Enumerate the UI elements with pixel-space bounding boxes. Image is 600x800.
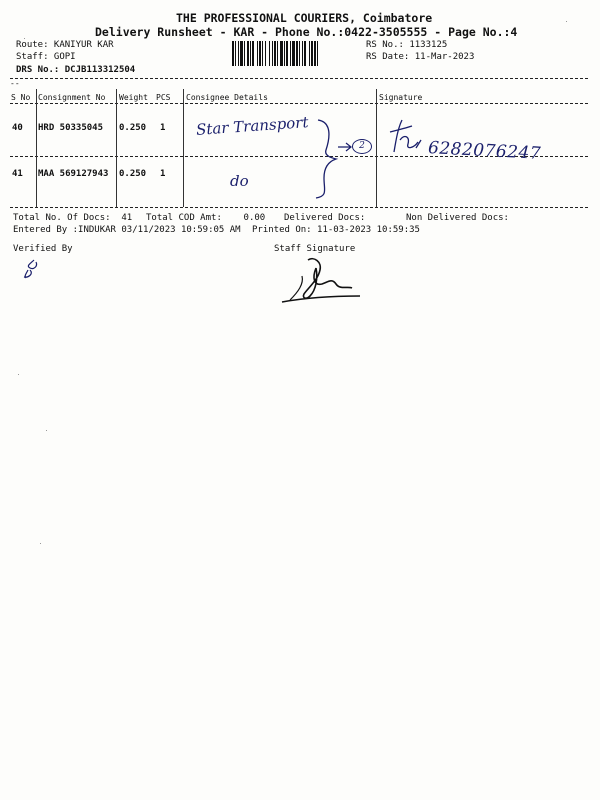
col-header-consignment: Consignment No bbox=[38, 93, 106, 102]
col-sep-1 bbox=[36, 89, 37, 207]
staff-signature bbox=[278, 254, 364, 306]
total-cod: Total COD Amt: 0.00 bbox=[146, 213, 266, 223]
circled-mark: 2 bbox=[352, 139, 372, 154]
rs-number: RS No.: 1133125 bbox=[366, 40, 448, 50]
barcode-bar bbox=[250, 41, 251, 66]
header-bottom-rule bbox=[10, 103, 588, 104]
col-header-sno: S No bbox=[11, 93, 31, 102]
total-docs: Total No. Of Docs: 41 bbox=[13, 213, 133, 223]
scan-speck bbox=[18, 374, 19, 375]
verified-signature bbox=[20, 258, 48, 280]
handwritten-signature-40 bbox=[388, 118, 424, 156]
barcode-bar bbox=[309, 41, 310, 66]
table-row-41-pcs: 1 bbox=[160, 169, 166, 179]
barcode-bar bbox=[284, 41, 285, 66]
printed-on: Printed On: 11-03-2023 10:59:35 bbox=[252, 225, 420, 235]
scan-speck bbox=[24, 38, 25, 39]
barcode-bar bbox=[296, 41, 298, 66]
delivered-docs: Delivered Docs: bbox=[284, 213, 366, 223]
drs-number: DRS No.: DCJB113312504 bbox=[16, 65, 136, 75]
barcode-bar bbox=[257, 41, 258, 66]
barcode-bar bbox=[290, 41, 291, 66]
handwritten-brace bbox=[312, 118, 352, 200]
handwritten-consignee-40: Star Transport bbox=[195, 113, 309, 139]
rule-fragment: -- bbox=[10, 79, 20, 88]
barcode-bar bbox=[272, 41, 273, 66]
barcode-bar bbox=[292, 41, 295, 66]
barcode-bar bbox=[240, 41, 243, 66]
barcode-bar bbox=[259, 41, 261, 66]
col-sep-2 bbox=[116, 89, 117, 207]
scan-speck bbox=[566, 21, 567, 22]
non-delivered-docs: Non Delivered Docs: bbox=[406, 213, 509, 223]
verified-by-label: Verified By bbox=[13, 244, 73, 254]
barcode-bar bbox=[280, 41, 283, 66]
handwritten-phone-number: 6282076247 bbox=[427, 138, 542, 164]
barcode-bar bbox=[238, 41, 239, 66]
entered-by: Entered By :INDUKAR 03/11/2023 10:59:05 AM bbox=[13, 225, 241, 235]
barcode-bar bbox=[299, 41, 300, 66]
col-header-signature: Signature bbox=[379, 93, 423, 102]
barcode-bar bbox=[317, 41, 318, 66]
barcode-bar bbox=[302, 41, 303, 66]
table-row-41-weight: 0.250 bbox=[119, 169, 147, 179]
scan-speck bbox=[40, 543, 41, 544]
barcode-bar bbox=[244, 41, 245, 66]
barcode-bar bbox=[235, 41, 236, 66]
table-row-40-pcs: 1 bbox=[160, 123, 166, 133]
barcode-bar bbox=[252, 41, 254, 66]
barcode-bar bbox=[265, 41, 266, 66]
scan-speck bbox=[46, 430, 47, 431]
staff-signature-label: Staff Signature bbox=[274, 244, 356, 254]
table-row-40-weight: 0.250 bbox=[119, 123, 147, 133]
barcode-bar bbox=[314, 41, 316, 66]
col-header-weight: Weight bbox=[119, 93, 148, 102]
runsheet-subtitle: Delivery Runsheet - KAR - Phone No.:0422-3505555 - Page No.:4 bbox=[95, 25, 518, 39]
row-41-bottom-rule bbox=[10, 207, 588, 208]
barcode-bar bbox=[232, 41, 234, 66]
col-header-consignee: Consignee Details bbox=[186, 93, 268, 102]
table-row-41-consignment: MAA 569127943 bbox=[38, 169, 109, 179]
barcode-bar bbox=[277, 41, 278, 66]
barcode-bar bbox=[262, 41, 263, 66]
barcode-bar bbox=[286, 41, 288, 66]
rs-date: RS Date: 11-Mar-2023 bbox=[366, 52, 475, 62]
handwritten-consignee-41: do bbox=[230, 172, 249, 190]
staff-label: Staff: GOPI bbox=[16, 52, 76, 62]
barcode-bar bbox=[311, 41, 313, 66]
table-row-40-consignment: HRD 50335045 bbox=[38, 123, 104, 133]
barcode-bar bbox=[274, 41, 276, 66]
col-header-pcs: PCS bbox=[156, 93, 171, 102]
table-row-40-sno: 40 bbox=[12, 123, 23, 133]
table-row-41-sno: 41 bbox=[12, 169, 23, 179]
barcode-bar bbox=[269, 41, 270, 66]
col-sep-3 bbox=[183, 89, 184, 207]
barcode-bar bbox=[247, 41, 249, 66]
col-sep-4 bbox=[376, 89, 377, 207]
table-top-rule bbox=[10, 78, 588, 79]
company-title: THE PROFESSIONAL COURIERS, Coimbatore bbox=[176, 11, 433, 25]
barcode bbox=[232, 41, 358, 66]
barcode-bar bbox=[304, 41, 306, 66]
route-label: Route: KANIYUR KAR bbox=[16, 40, 114, 50]
